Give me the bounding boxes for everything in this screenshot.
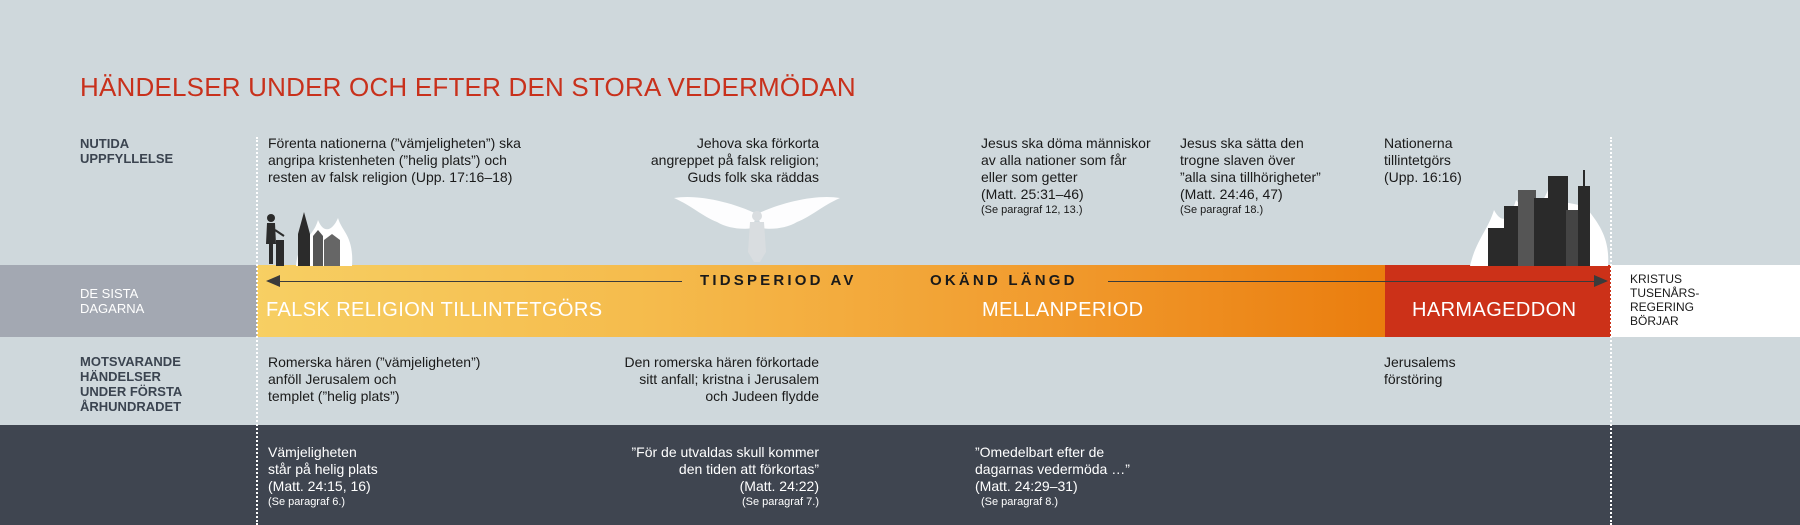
segment-harmageddon: HARMAGEDDON (1412, 299, 1577, 321)
modern-event-3-note: (Se paragraf 12, 13.) (981, 204, 1083, 216)
scripture-2-note: (Se paragraf 7.) (741, 496, 819, 508)
end-divider (1610, 137, 1612, 525)
segment-false-religion: FALSK RELIGION TILLINTETGÖRS (266, 299, 603, 321)
modern-event-4-note: (Se paragraf 18.) (1180, 204, 1264, 216)
first-century-event-3: Jerusalems förstöring (1384, 354, 1456, 387)
first-century-event-1: Romerska hären (”vämjeligheten”) anföll Jerusalem och templet (”helig plats”) (268, 354, 481, 404)
modern-event-3: Jesus ska döma människor av alla nationer som får eller som getter (Matt. 25:31–46) (981, 135, 1151, 202)
modern-event-2: Jehova ska förkorta angreppet på falsk religion; Guds folk ska räddas (650, 135, 819, 185)
scripture-2: ”För de utvaldas skull kommer den tiden att förkortas” (Matt. 24:22) (631, 444, 819, 494)
start-divider (256, 137, 258, 525)
arrow-left-icon (266, 275, 280, 287)
scripture-3: ”Omedelbart efter de dagarnas vedermöda …” (Matt. 24:29–31) (975, 444, 1130, 494)
page-title: HÄNDELSER UNDER OCH EFTER DEN STORA VEDERMÖDAN (80, 72, 856, 102)
segment-interim: MELLANPERIOD (982, 299, 1144, 321)
scripture-3-note: (Se paragraf 8.) (981, 496, 1059, 508)
first-century-event-2: Den romerska hären förkortade sitt anfall; kristna i Jerusalem och Judeen flydde (624, 354, 819, 404)
burning-city-icon (1468, 170, 1610, 266)
modern-event-1: Förenta nationerna (”vämjeligheten”) ska angripa kristenheten (”helig plats”) och resten av falsk religion (Upp. 17:16–18) (268, 135, 521, 185)
millennium-label: KRISTUS TUSENÅRS- REGERING BÖRJAR (1630, 272, 1700, 328)
angel-icon (672, 192, 842, 262)
scripture-1-note: (Se paragraf 6.) (268, 496, 346, 508)
row-label-modern: NUTIDA UPPFYLLELSE (80, 136, 174, 166)
scripture-1: Vämjeligheten står på helig plats (Matt. 24:15, 16) (268, 444, 378, 494)
row-label-first-century: MOTSVARANDE HÄNDELSER UNDER FÖRSTA ÅRHUNDRADET (80, 354, 183, 414)
period-arrow-right (1108, 281, 1594, 282)
period-arrow-left (268, 281, 682, 282)
modern-event-4: Jesus ska sätta den trogne slaven över ”alla sina tillhörigheter” (Matt. 24:46, 47) (1180, 135, 1321, 202)
soldier-church-fire-icon (258, 200, 368, 266)
row-label-last-days: DE SISTA DAGARNA (80, 286, 145, 316)
modern-event-5: Nationerna tillintetgörs (Upp. 16:16) (1384, 135, 1462, 185)
arrow-right-icon (1594, 275, 1608, 287)
period-label-left: TIDSPERIOD AV (700, 272, 857, 289)
period-label-right: OKÄND LÄNGD (930, 272, 1078, 289)
